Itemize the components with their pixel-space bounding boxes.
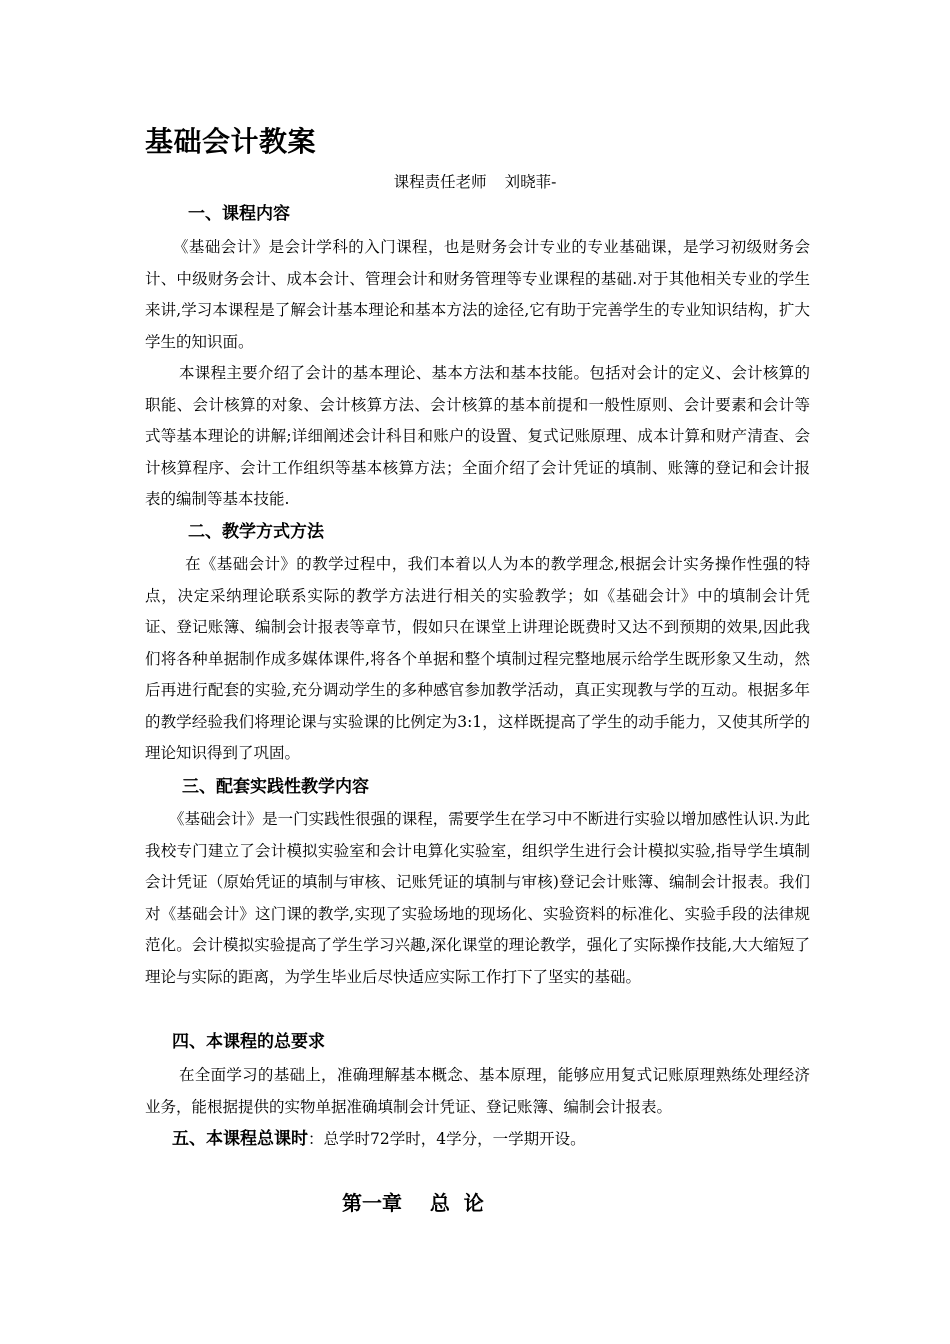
paragraph-teaching-methods: 在《基础会计》的教学过程中，我们本着以人为本的教学理念,根据会计实务操作性强的特点，决定采纳理论联系实际的教学方法进行相关的实验教学；如《基础会计》中的填制会计凭证、登记账簿、编制会计报表等章节，假如只在课堂上讲理论既费时又达不到预期的效果,因此我们将各种单据制作成多媒体课件,将各个单据和整个填制过程完整地展示给学生既形象又生动，然后再进行配套的实验,充分调动学生的多种感官参加教学活动，真正实现教与学的互动。根据多年的教学经验我们将理论课与实验课的比例定为3:1，这样既提高了学生的动手能力，又使其所学的理论知识得到了巩固。 [145, 555, 810, 762]
chapter-title: 第一章 总 论 [342, 1191, 484, 1215]
section-heading-total-hours: 五、本课程总课时 [172, 1129, 308, 1149]
author-role: 课程责任老师 [393, 173, 487, 191]
section-heading-teaching-methods: 二、教学方式方法 [188, 522, 324, 542]
section-total-hours [172, 1124, 586, 1156]
author-name: 刘晓菲- [504, 173, 557, 191]
paragraph-requirements: 在全面学习的基础上，准确理解基本概念、基本原理，能够应用复式记账原理熟练处理经济业务，能根据提供的实物单据准确填制会计凭证、登记账簿、编制会计报表。 [145, 1066, 810, 1116]
section-heading-practice-content: 三、配套实践性教学内容 [182, 777, 369, 797]
section-heading-course-content: 一、课程内容 [188, 204, 290, 224]
author-line [0, 170, 950, 194]
paragraph-practice-content: 《基础会计》是一门实践性很强的课程，需要学生在学习中不断进行实验以增加感性认识.为此我校专门建立了会计模拟实验室和会计电算化实验室，组织学生进行会计模拟实验,指导学生填制会计凭证（原始凭证的填制与审核、记账凭证的填制与审核)登记会计账簿、编制会计报表。我们对《基础会计》这门课的教学,实现了实验场地的现场化、实验资料的标准化、实验手段的法律规范化。会计模拟实验提高了学生学习兴趣,深化课堂的理论教学，强化了实际操作技能,大大缩短了理论与实际的距离，为学生毕业后尽快适应实际工作打下了坚实的基础。 [145, 810, 810, 986]
section-heading-requirements: 四、本课程的总要求 [172, 1032, 325, 1052]
paragraph-course-topics: 本课程主要介绍了会计的基本理论、基本方法和基本技能。包括对会计的定义、会计核算的职能、会计核算的对象、会计核算方法、会计核算的基本前提和一般性原则、会计要素和会计等式等基本理论的讲解;详细阐述会计科目和账户的设置、复式记账原理、成本计算和财产清查、会计核算程序、会计工作组织等基本核算方法；全面介绍了会计凭证的填制、账簿的登记和会计报表的编制等基本技能. [145, 364, 810, 508]
document-title: 基础会计教案 [145, 125, 317, 158]
total-hours-text: ：总学时72学时，4学分，一学期开设。 [308, 1130, 586, 1148]
paragraph-course-intro: 《基础会计》是会计学科的入门课程，也是财务会计专业的专业基础课，是学习初级财务会计、中级财务会计、成本会计、管理会计和财务管理等专业课程的基础.对于其他相关专业的学生来讲,学习本课程是了解会计基本理论和基本方法的途径,它有助于完善学生的专业知识结构，扩大学生的知识面。 [145, 238, 810, 351]
